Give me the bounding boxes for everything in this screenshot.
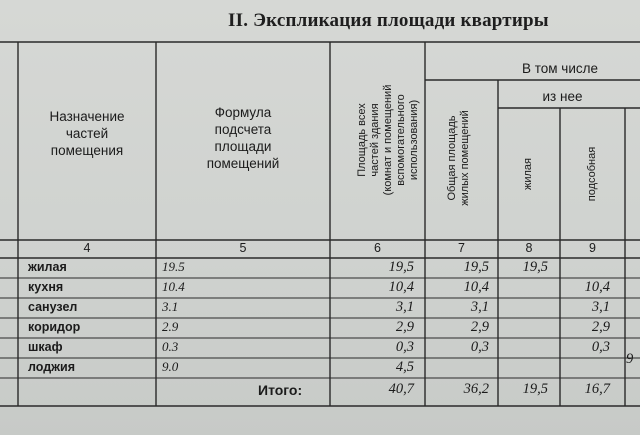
header-living-total-line: Общая площадь	[446, 115, 458, 201]
cell-total-area: 2,9	[395, 319, 414, 335]
header-auxiliary: подсобная	[586, 146, 598, 202]
header-living: жилая	[522, 158, 534, 190]
header-formula	[158, 104, 328, 172]
cell-living-total: 10,4	[463, 279, 489, 295]
cell-living: 19,5	[522, 259, 548, 275]
room-name: шкаф	[28, 340, 63, 354]
header-purpose-line: Назначение	[49, 109, 125, 124]
room-name: жилая	[28, 260, 67, 274]
header-total-area-line: Площадь всех	[356, 103, 368, 177]
header-of-which: из нее	[542, 89, 583, 104]
total-auxiliary: 16,7	[584, 381, 610, 397]
room-formula: 19.5	[162, 259, 185, 274]
header-purpose	[20, 108, 154, 159]
room-name: коридор	[28, 320, 81, 334]
cell-auxiliary: 0,3	[591, 339, 610, 355]
header-formula-line: подсчета	[214, 122, 272, 137]
column-number: 9	[589, 241, 596, 255]
cell-living-total: 2,9	[470, 319, 489, 335]
cell-loggia-extra: 9	[626, 351, 634, 367]
cell-living-total: 0,3	[470, 339, 489, 355]
page-title: II. Экспликация площади квартиры	[228, 10, 549, 31]
room-formula: 9.0	[162, 359, 179, 374]
cell-total-area: 4,5	[395, 359, 414, 375]
header-total-area-line: частей здания	[369, 103, 381, 177]
cell-total-area: 3,1	[395, 299, 414, 315]
header-total-area-line: (комнат и помещений	[382, 84, 394, 196]
cell-total-area: 0,3	[395, 339, 414, 355]
room-formula: 2.9	[162, 319, 179, 334]
room-name: лоджия	[28, 360, 76, 374]
column-number: 4	[83, 241, 91, 255]
header-living-total-line: жилых помещений	[459, 110, 471, 206]
room-formula: 0.3	[162, 339, 179, 354]
cell-auxiliary: 10,4	[584, 279, 610, 295]
room-name: санузел	[28, 300, 78, 314]
column-number: 5	[239, 241, 247, 255]
total-living: 19,5	[522, 381, 548, 397]
header-total-area	[356, 60, 420, 220]
header-formula-line: Формула	[214, 105, 272, 120]
header-total-area-line: использования)	[408, 99, 420, 181]
cell-total-area: 10,4	[388, 279, 414, 295]
room-name: кухня	[28, 280, 64, 294]
header-formula-line: помещений	[206, 156, 280, 171]
column-number: 6	[374, 241, 381, 255]
column-number: 8	[525, 241, 533, 255]
cell-auxiliary: 2,9	[591, 319, 610, 335]
room-formula: 3.1	[162, 299, 179, 314]
header-formula-line: площади	[214, 139, 272, 154]
total-living-total: 36,2	[463, 381, 489, 397]
header-purpose-line: помещения	[50, 143, 124, 158]
column-number: 7	[458, 241, 465, 255]
header-in-total: В том числе	[521, 61, 599, 76]
header-purpose-line: частей	[65, 126, 109, 141]
total-label: Итого:	[258, 382, 303, 398]
total-area: 40,7	[388, 381, 414, 397]
cell-total-area: 19,5	[388, 259, 414, 275]
room-formula: 10.4	[162, 279, 185, 294]
cell-living-total: 3,1	[470, 299, 489, 315]
cell-living-total: 19,5	[463, 259, 489, 275]
cell-auxiliary: 3,1	[591, 299, 610, 315]
header-total-area-line: вспомогательного	[395, 94, 407, 186]
header-living-total	[446, 83, 476, 233]
